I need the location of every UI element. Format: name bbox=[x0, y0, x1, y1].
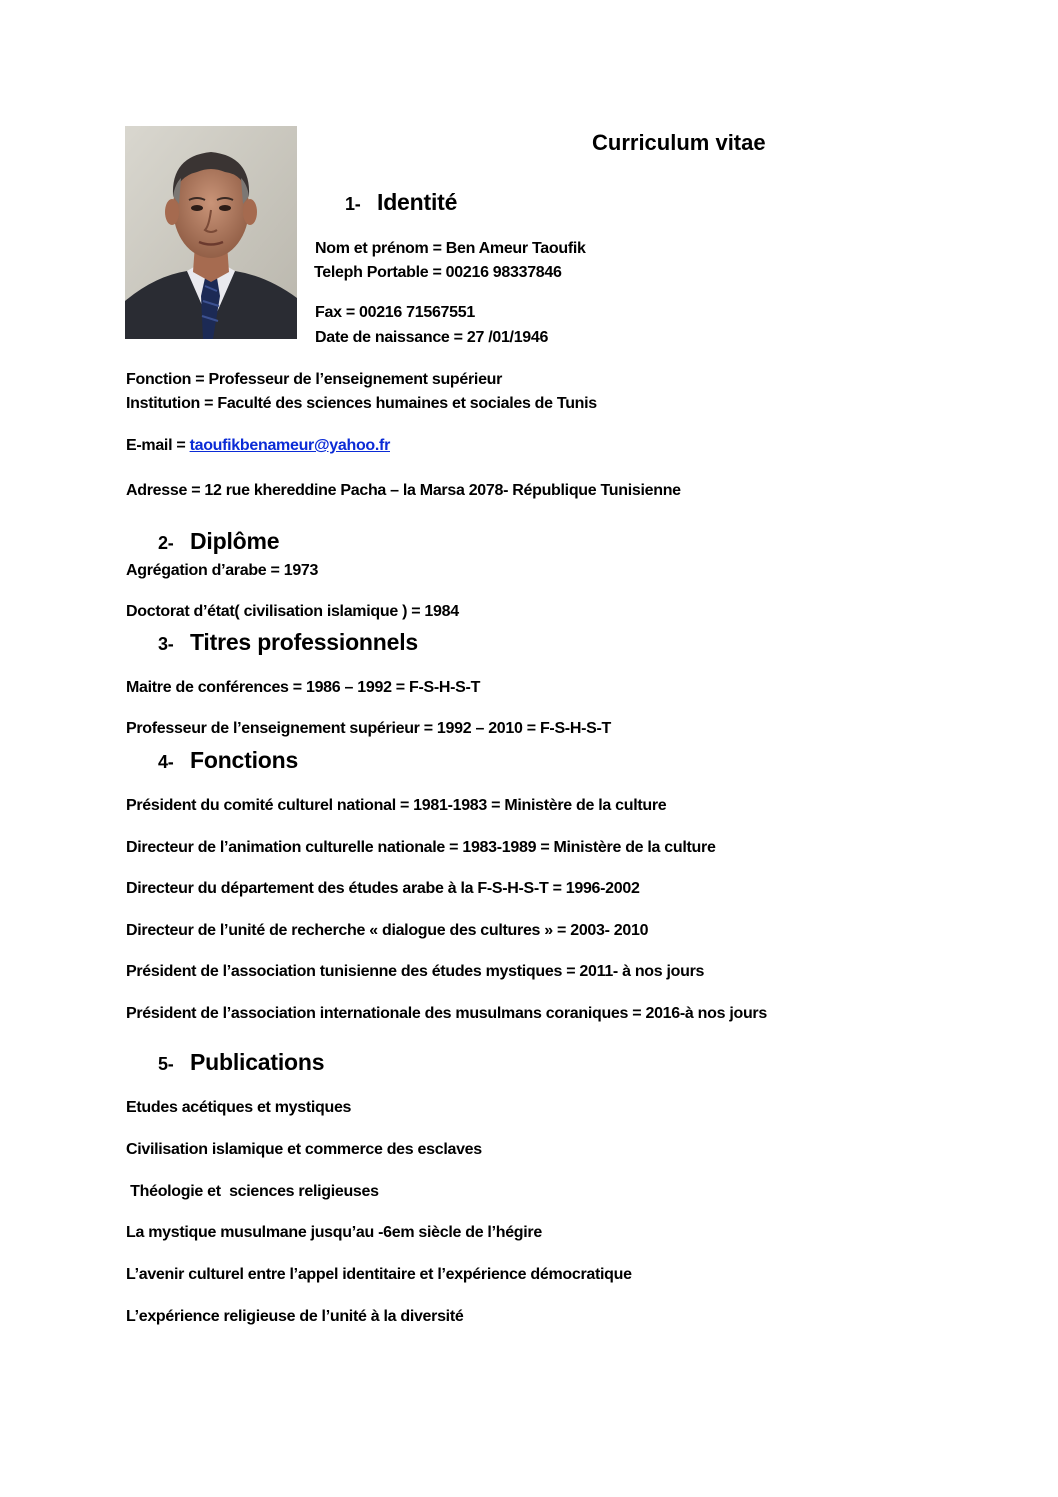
section-identity-heading bbox=[345, 189, 457, 216]
diplome-item: Doctorat d’état( civilisation islamique ) = 1984 bbox=[126, 603, 459, 620]
fonction-item: Président du comité culturel national = 1981-1983 = Ministère de la culture bbox=[126, 797, 667, 814]
section-number: 1- bbox=[345, 194, 361, 214]
titre-item: Maitre de conférences = 1986 – 1992 = F-S-H-S-T bbox=[126, 679, 481, 696]
publication-item: Théologie et sciences religieuses bbox=[126, 1183, 379, 1200]
section-number: 4- bbox=[158, 752, 174, 772]
fonction-item: Directeur de l’animation culturelle nationale = 1983-1989 = Ministère de la culture bbox=[126, 839, 716, 856]
publication-item: La mystique musulmane jusqu’au -6em siècle de l’hégire bbox=[126, 1224, 542, 1241]
section-title: Fonctions bbox=[190, 747, 299, 773]
email-link[interactable]: taoufikbenameur@yahoo.fr bbox=[189, 437, 390, 454]
fonction-item: Président de l’association tunisienne des études mystiques = 2011- à nos jours bbox=[126, 963, 705, 980]
email-label: E-mail = bbox=[126, 437, 190, 454]
publication-item: L’avenir culturel entre l’appel identitaire et l’expérience démocratique bbox=[126, 1266, 632, 1283]
section-title: Titres professionnels bbox=[190, 629, 419, 655]
identity-fax: Fax = 00216 71567551 bbox=[315, 304, 475, 321]
publication-item: Etudes acétiques et mystiques bbox=[126, 1099, 352, 1116]
fonction-item: Directeur de l’unité de recherche « dialogue des cultures » = 2003- 2010 bbox=[126, 922, 649, 939]
identity-address: Adresse = 12 rue khereddine Pacha – la Marsa 2078- République Tunisienne bbox=[126, 482, 681, 499]
publication-item: Civilisation islamique et commerce des esclaves bbox=[126, 1141, 482, 1158]
section-publications-heading bbox=[158, 1049, 324, 1076]
fonction-item: Directeur du département des études arabe à la F-S-H-S-T = 1996-2002 bbox=[126, 880, 640, 897]
identity-name: Nom et prénom = Ben Ameur Taoufik bbox=[315, 240, 586, 257]
section-fonctions-heading bbox=[158, 747, 298, 774]
identity-birthdate: Date de naissance = 27 /01/1946 bbox=[315, 329, 549, 346]
section-number: 2- bbox=[158, 533, 174, 553]
identity-phone: Teleph Portable = 00216 98337846 bbox=[314, 264, 562, 281]
section-titres-heading bbox=[158, 629, 418, 656]
identity-email-row bbox=[126, 437, 390, 455]
portrait-photo bbox=[125, 126, 297, 339]
identity-institution: Institution = Faculté des sciences humaines et sociales de Tunis bbox=[126, 395, 597, 412]
fonction-item: Président de l’association internationale des musulmans coraniques = 2016-à nos jours bbox=[126, 1005, 767, 1022]
titre-item: Professeur de l’enseignement supérieur = 1992 – 2010 = F-S-H-S-T bbox=[126, 720, 611, 737]
publication-item: L’expérience religieuse de l’unité à la diversité bbox=[126, 1308, 464, 1325]
diplome-item: Agrégation d’arabe = 1973 bbox=[126, 562, 319, 579]
section-title: Identité bbox=[377, 189, 458, 215]
identity-function: Fonction = Professeur de l’enseignement supérieur bbox=[126, 371, 503, 388]
section-title: Diplôme bbox=[190, 528, 280, 554]
section-title: Publications bbox=[190, 1049, 325, 1075]
document-title: Curriculum vitae bbox=[592, 130, 766, 155]
section-number: 3- bbox=[158, 634, 174, 654]
section-diplome-heading bbox=[158, 528, 279, 555]
section-number: 5- bbox=[158, 1054, 174, 1074]
